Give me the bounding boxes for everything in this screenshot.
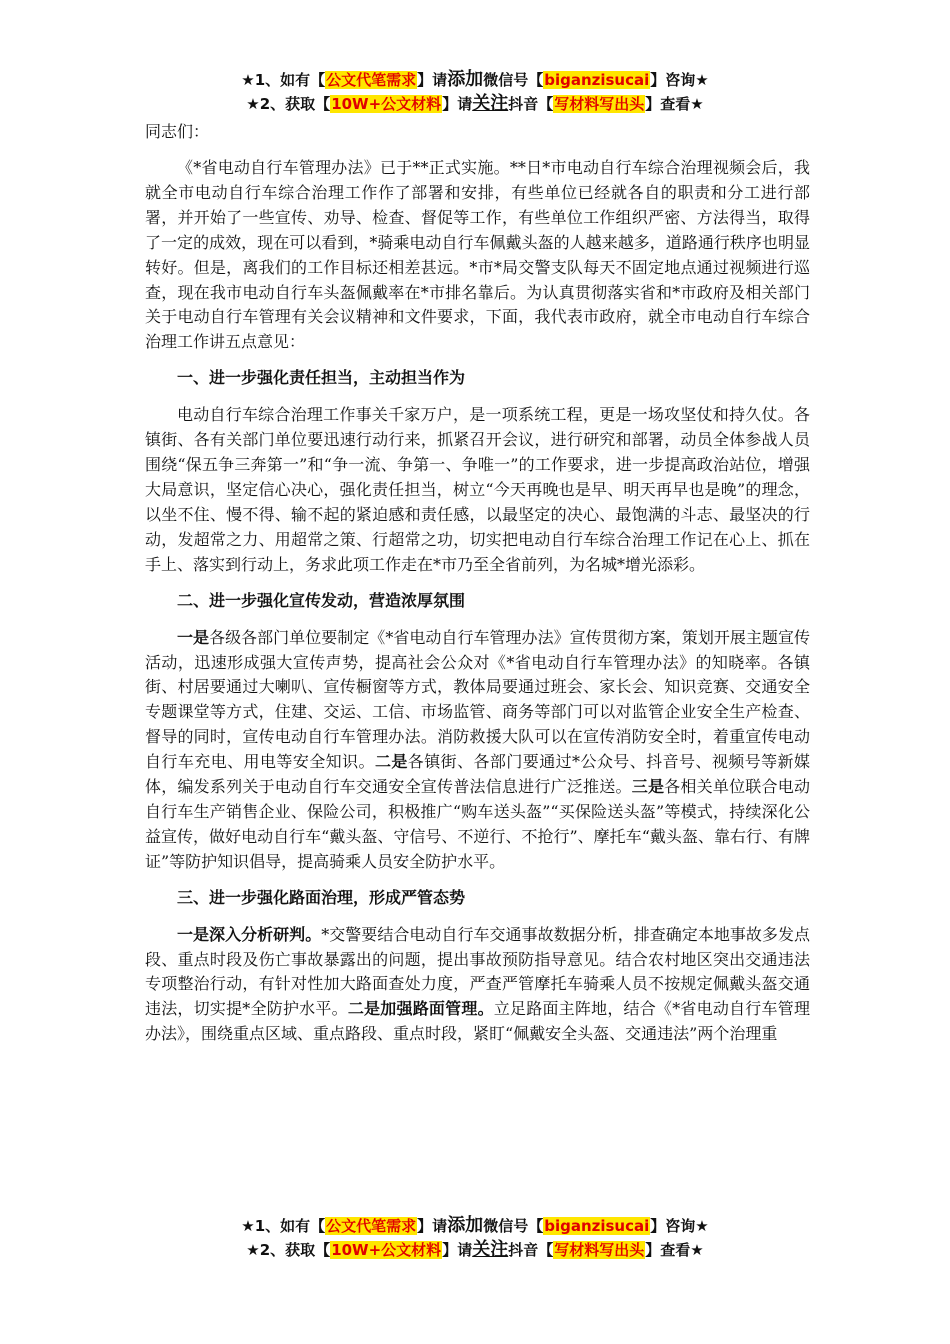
promo-banner-top (0, 68, 950, 116)
document-body (145, 120, 810, 1057)
intro-paragraph: 《*省电动自行车管理办法》已于**正式实施。**日*市电动自行车综合治理视频会后，我就全市电动自行车综合治理工作作了部署和安排，有些单位已经就各自的职责和分工进行部署，并开始了一些宣传、劝导、检查、督促等工作，有些单位工作组织严密、方法得当，取得了一定的成效，现在可以看到，*骑乘电动自行车佩戴头盔的人越来越多，道路通行秩序也明显转好。但是，离我们的工作目标还相差甚远。*市*局交警支队每天不固定地点通过视频进行巡查，现在我市电动自行车头盔佩戴率在*市排名靠后。为认真贯彻落实省和*市政府及相关部门关于电动自行车管理有关会议精神和文件要求，下面，我代表市政府，就全市电动自行车综合治理工作讲五点意见： (145, 158, 810, 352)
promo-line-1 (0, 68, 950, 92)
point-label: 三是 (631, 777, 665, 797)
promo-text: 】请 (442, 1241, 473, 1259)
promo-banner-bottom (0, 1214, 950, 1262)
promo-text: 】请 (442, 95, 473, 113)
greeting: 同志们： (145, 122, 210, 141)
promo-emphasis: 关注 (472, 1239, 509, 1260)
point-label: 一是深入分析研判。 (177, 924, 322, 944)
promo-line-1 (0, 1214, 950, 1238)
promo-highlight: 公文代笔需求 (326, 1217, 417, 1235)
promo-text: 】请 (417, 71, 448, 89)
promo-text: 】查看★ (645, 95, 704, 113)
promo-emphasis: 添加 (447, 69, 484, 90)
promo-text: 】咨询★ (650, 1217, 709, 1235)
promo-line-2 (0, 92, 950, 116)
point-label: 二是加强路面管理。 (347, 999, 494, 1019)
promo-douyin-id: 写材料写出头 (554, 1241, 645, 1259)
section-2-paragraph (145, 626, 810, 875)
promo-line-2 (0, 1238, 950, 1262)
promo-emphasis: 关注 (472, 93, 509, 114)
promo-text: ★1、如有【 (241, 1217, 326, 1235)
promo-highlight: 公文代笔需求 (326, 71, 417, 89)
point-text: *交警要结合电动自行车交通事故数据分析，排查确定本地事故多发点段、重点时段及伤亡事故暴露出的问题，提出事故预防指导意见。结合农村地区突出交通违法专项整治行动，有针对性加大路面查处力度，严查严管摩托车骑乘人员不按规定佩戴头盔交通违法，切实提*全防护水平。 (145, 924, 810, 1019)
promo-text: ★2、获取【 (246, 1241, 331, 1259)
point-text: 各镇街、各部门要通过*公众号、抖音号、视频号等新媒体，编发系列关于电动自行车交通安全宣传普法信息进行广泛推送。 (145, 752, 810, 797)
promo-douyin-id: 写材料写出头 (554, 95, 645, 113)
promo-highlight: 10W+公文材料 (331, 95, 442, 113)
promo-text: 】请 (417, 1217, 448, 1235)
point-label: 二是 (374, 752, 408, 772)
promo-text: 微信号【 (483, 1217, 544, 1235)
promo-text: 】查看★ (645, 1241, 704, 1259)
point-text: 各级各部门单位要制定《*省电动自行车管理办法》宣传贯彻方案，策划开展主题宣传活动，迅速形成强大宣传声势，提高社会公众对《*省电动自行车管理办法》的知晓率。各镇街、村居要通过大喇叭、宣传橱窗等方式，教体局要通过班会、家长会、知识竞赛、交通安全专题课堂等方式，住建、交运、工信、市场监管、商务等部门可以对监管企业安全生产检查、督导的同时，宣传电动自行车管理办法。消防救援大队可以在宣传消防安全时，着重宣传电动自行车充电、用电等安全知识。 (145, 627, 810, 772)
promo-wechat-id: biganzisucai (544, 1217, 650, 1235)
promo-emphasis: 添加 (447, 1215, 484, 1236)
section-heading-2: 二、进一步强化宣传发动，营造浓厚氛围 (177, 590, 466, 610)
section-1-paragraph: 电动自行车综合治理工作事关千家万户，是一项系统工程，更是一场攻坚仗和持久仗。各镇街、各有关部门单位要迅速行动行来，抓紧召开会议，进行研究和部署，动员全体参战人员围绕“保五争三奔第一”和“争一流、争第一、争唯一”的工作要求，进一步提高政治站位，增强大局意识，坚定信心决心，强化责任担当，树立“今天再晚也是早、明天再早也是晚”的理念，以坐不住、慢不得、输不起的紧迫感和责任感，以最坚定的决心、最饱满的斗志、最坚决的行动，发超常之力、用超常之策、行超常之功，切实把电动自行车综合治理工作记在心上、抓在手上、落实到行动上，务求此项工作走在*市乃至全省前列，为名城*增光添彩。 (145, 405, 810, 574)
promo-wechat-id: biganzisucai (544, 71, 650, 89)
point-text: 立足路面主阵地，结合《*省电动自行车管理办法》，围绕重点区域、重点路段、重点时段，紧盯“佩戴安全头盔、交通违法”两个治理重 (145, 999, 810, 1044)
promo-text: ★1、如有【 (241, 71, 326, 89)
point-text: 各相关单位联合电动自行车生产销售企业、保险公司，积极推广“购车送头盔”“买保险送头盔”等模式，持续深化公益宣传，做好电动自行车“戴头盔、守信号、不逆行、不抢行”、摩托车“戴头盔、靠右行、有牌证”等防护知识倡导，提高骑乘人员安全防护水平。 (145, 777, 810, 871)
promo-text: 】咨询★ (650, 71, 709, 89)
promo-text: 抖音【 (508, 95, 554, 113)
point-label: 一是 (177, 627, 210, 647)
section-3-paragraph (145, 923, 810, 1048)
section-heading-3: 三、进一步强化路面治理，形成严管态势 (177, 887, 466, 907)
promo-text: 微信号【 (483, 71, 544, 89)
promo-highlight: 10W+公文材料 (331, 1241, 442, 1259)
promo-text: ★2、获取【 (246, 95, 331, 113)
section-heading-1: 一、进一步强化责任担当，主动担当作为 (177, 368, 466, 388)
promo-text: 抖音【 (508, 1241, 554, 1259)
